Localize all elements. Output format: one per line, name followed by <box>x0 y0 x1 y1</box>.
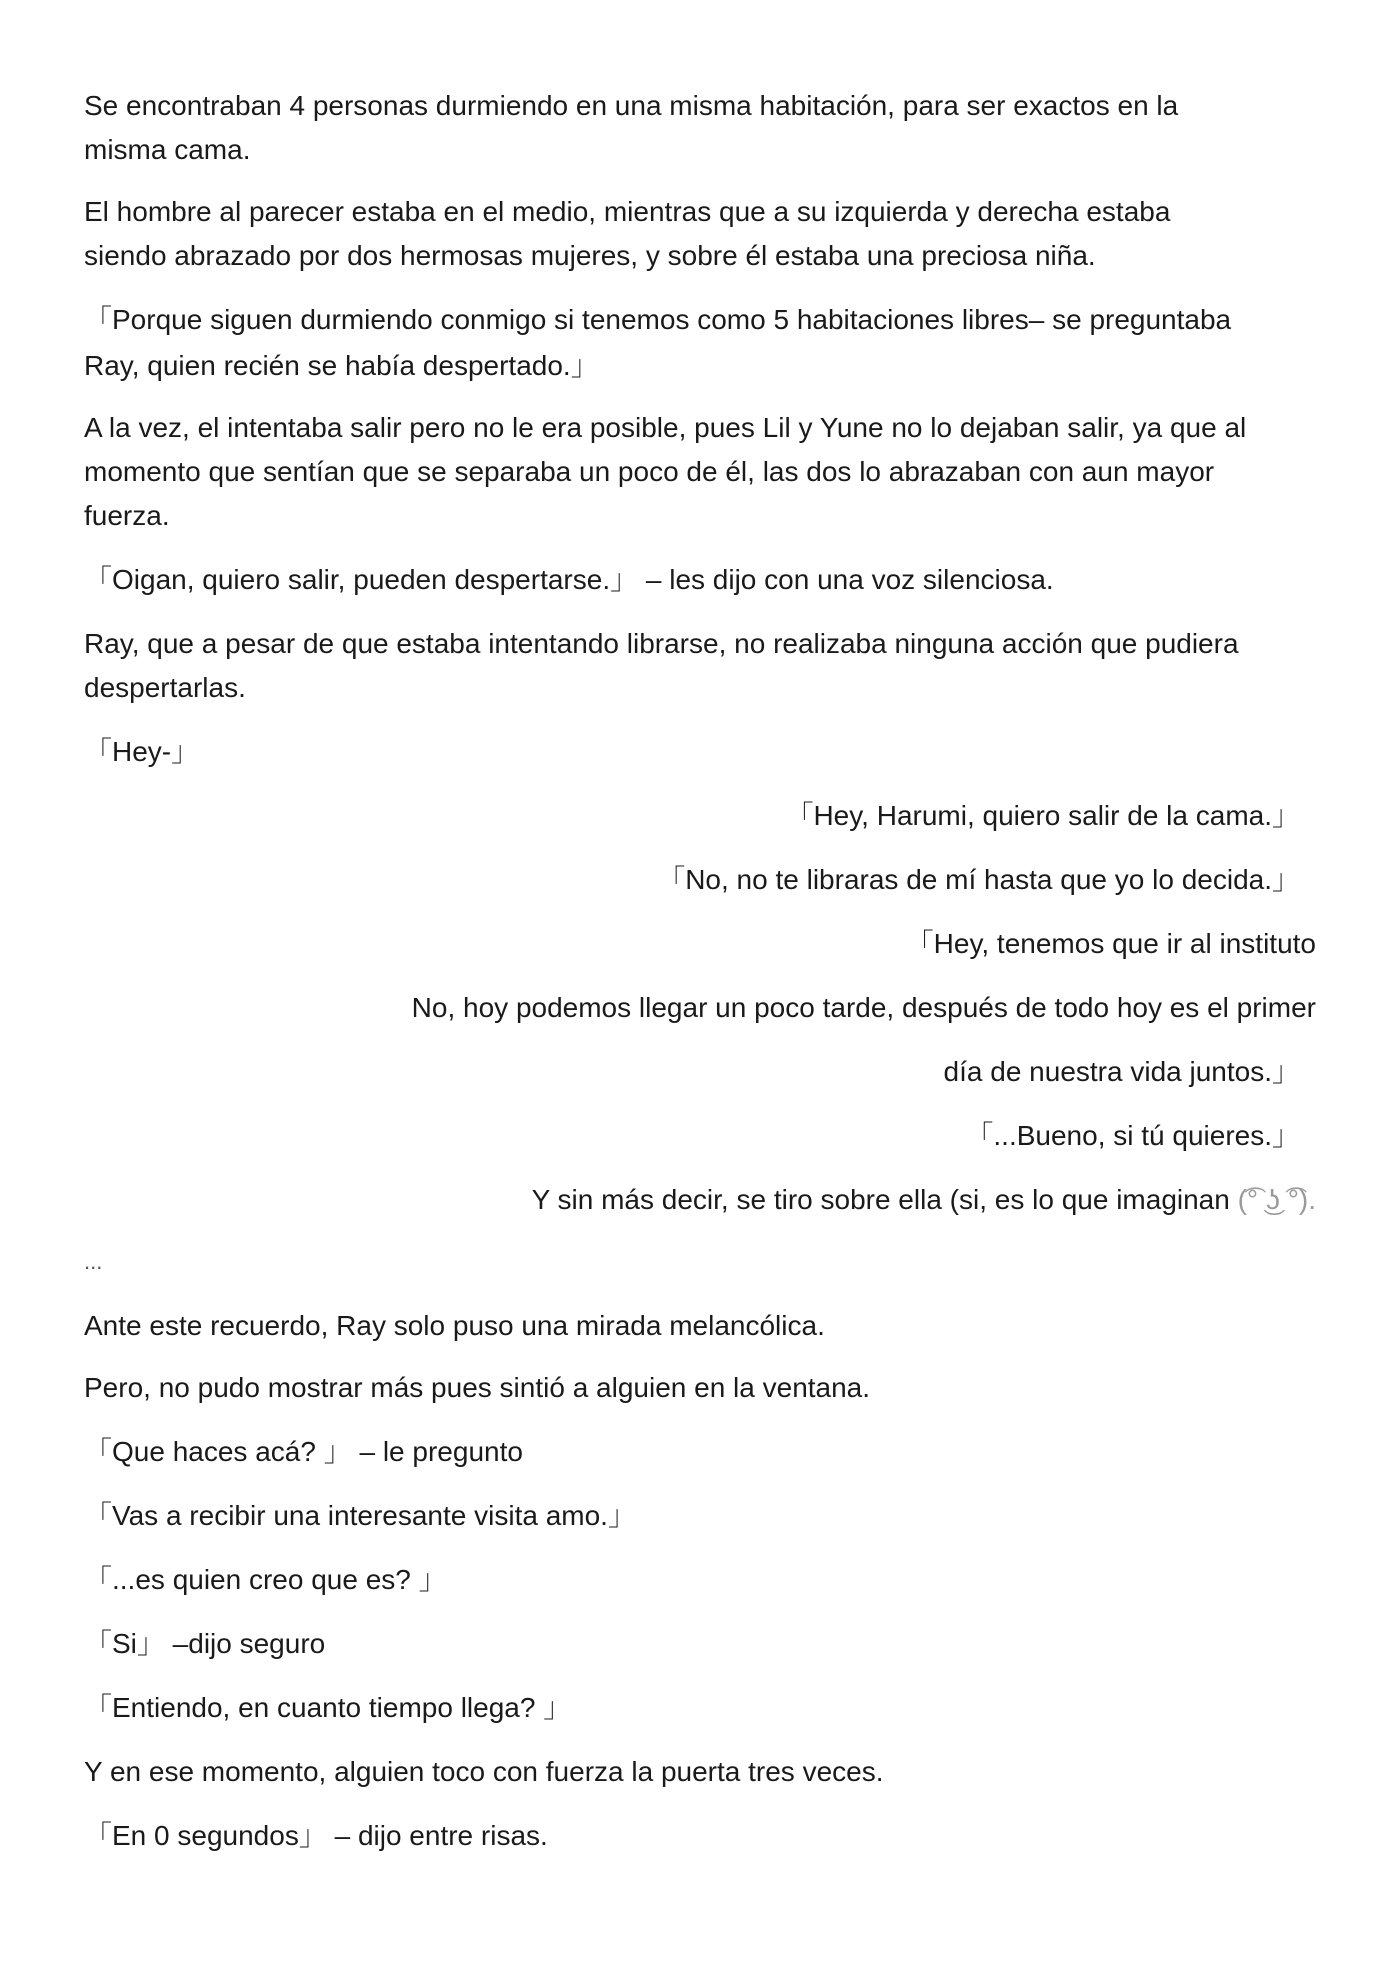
after-line-2: Pero, no pudo mostrar más pues sintió a alguien en la ventana. <box>84 1372 871 1403</box>
after-line-3: 「Que haces acá? 」 – le pregunto <box>84 1436 523 1467</box>
paragraph-2-line-1: El hombre al parecer estaba en el medio, mientras que a su izquierda y derecha estaba <box>84 196 1171 227</box>
closing-line-text: Y sin más decir, se tiro sobre ella (si, es lo que imaginan <box>531 1184 1238 1215</box>
right-line-3: 「Hey, tenemos que ir al instituto <box>905 928 1316 959</box>
right-line-6: 「...Bueno, si tú quieres.」 <box>965 1120 1300 1151</box>
right-line-4: No, hoy podemos llegar un poco tarde, después de todo hoy es el primer <box>411 992 1316 1023</box>
paragraph-1-line-2: misma cama. <box>84 134 251 165</box>
paragraph-3-line-2: Ray, quien recién se había despertado.」 <box>84 350 599 381</box>
after-line-6: 「Si」 –dijo seguro <box>84 1628 326 1659</box>
paragraph-1-line-1: Se encontraban 4 personas durmiendo en una misma habitación, para ser exactos en la <box>84 90 1179 121</box>
paragraph-4-line-3: fuerza. <box>84 500 170 531</box>
paragraph-3-line-1: 「Porque siguen durmiendo conmigo si tenemos como 5 habitaciones libres– se preguntaba <box>84 304 1232 335</box>
after-line-9: 「En 0 segundos」 – dijo entre risas. <box>84 1820 548 1851</box>
paragraph-5-line-1: 「Oigan, quiero salir, pueden despertarse.」 – les dijo con una voz silenciosa. <box>84 564 1054 595</box>
after-line-4: 「Vas a recibir una interesante visita amo.」 <box>84 1500 636 1531</box>
paragraph-7-line-1: 「Hey-」 <box>84 736 200 767</box>
paragraph-4-line-1: A la vez, el intentaba salir pero no le era posible, pues Lil y Yune no lo dejaban salir, ya que al <box>84 412 1247 443</box>
lenny-face-emoji: (͡° ͜ʖ ͡°). <box>1237 1184 1316 1215</box>
after-line-7: 「Entiendo, en cuanto tiempo llega? 」 <box>84 1692 572 1723</box>
right-line-5: día de nuestra vida juntos.」 <box>943 1056 1300 1087</box>
right-line-2: 「No, no te libraras de mí hasta que yo lo decida.」 <box>657 864 1300 895</box>
after-line-1: Ante este recuerdo, Ray solo puso una mirada melancólica. <box>84 1310 825 1341</box>
paragraph-6-line-1: Ray, que a pesar de que estaba intentando librarse, no realizaba ninguna acción que pudiera <box>84 628 1239 659</box>
closing-line <box>532 1178 1316 1222</box>
paragraph-2-line-2: siendo abrazado por dos hermosas mujeres, y sobre él estaba una preciosa niña. <box>84 240 1096 271</box>
paragraph-4-line-2: momento que sentían que se separaba un poco de él, las dos lo abrazaban con aun mayor <box>84 456 1215 487</box>
after-line-5: 「...es quien creo que es? 」 <box>84 1564 447 1595</box>
ellipsis-separator: ... <box>84 1249 103 1274</box>
after-line-8: Y en ese momento, alguien toco con fuerza la puerta tres veces. <box>84 1756 884 1787</box>
paragraph-6-line-2: despertarlas. <box>84 672 246 703</box>
right-line-1: 「Hey, Harumi, quiero salir de la cama.」 <box>785 800 1300 831</box>
